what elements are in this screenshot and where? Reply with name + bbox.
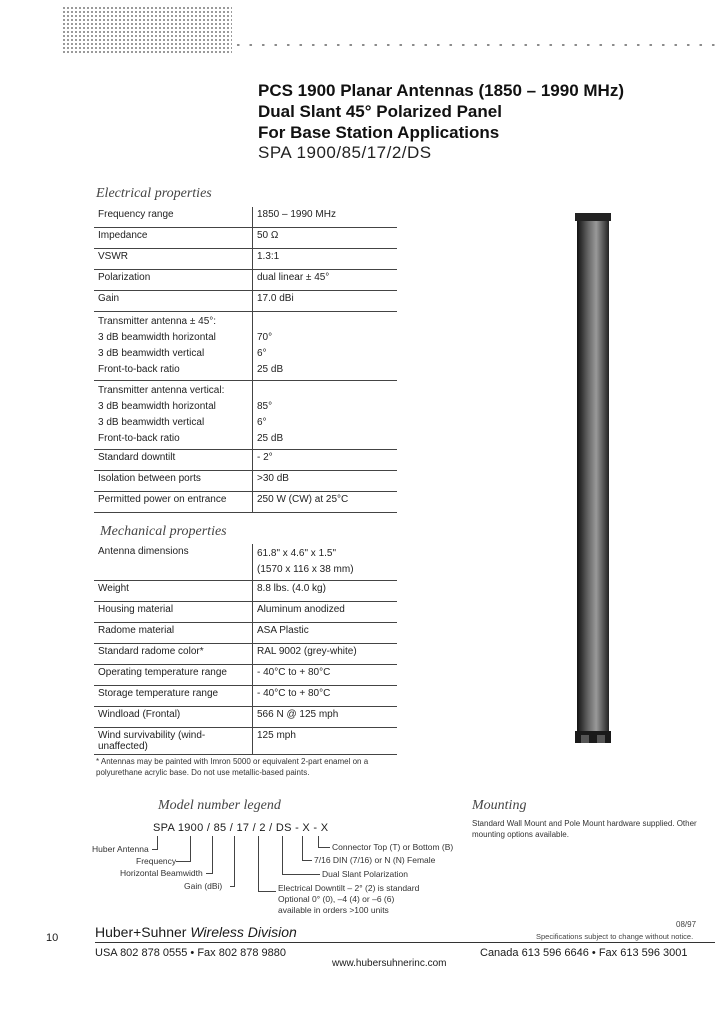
legend-label-beamwidth: Horizontal Beamwidth: [120, 868, 203, 878]
table-row: Polarization dual linear ± 45°: [94, 270, 397, 291]
dotted-rule: [232, 42, 720, 48]
legend-connector-line: [282, 874, 320, 875]
legend-connector-line: [282, 836, 283, 874]
mechanical-table: [94, 544, 397, 755]
legend-label-frequency: Frequency: [136, 856, 177, 866]
table-row: Frequency range 1850 – 1990 MHz: [94, 207, 397, 228]
page-title: [258, 80, 624, 143]
electrical-table: [94, 207, 397, 513]
usa-contact: USA 802 878 0555 • Fax 802 878 9880: [95, 947, 287, 959]
antenna-illustration: [573, 213, 613, 743]
legend-connector-line: [212, 836, 213, 874]
legend-connector-line: [302, 860, 312, 861]
table-row: Isolation between ports >30 dB: [94, 471, 397, 492]
title-line-2: Dual Slant 45° Polarized Panel: [258, 102, 502, 121]
company-name: Huber+Suhner Wireless Division: [95, 924, 297, 940]
table-row: Transmitter antenna vertical: 3 dB beamwidth horizontal 3 dB beamwidth vertical Front-to-back ratio 85° 6° 25 dB: [94, 381, 397, 450]
footer-rule: [95, 942, 715, 943]
spec-change-note: Specifications subject to change without notice.: [536, 932, 694, 941]
model-number: SPA 1900/85/17/2/DS: [258, 143, 432, 162]
paint-footnote: * Antennas may be painted with Imron 5000 or equivalent 2-part enamel on a polyurethane acrylic base. Do not use metallic-based paints.: [96, 757, 369, 777]
website-link[interactable]: www.hubersuhnerinc.com: [332, 958, 447, 969]
legend-connector-line: [230, 886, 235, 887]
table-row: Impedance 50 Ω: [94, 228, 397, 249]
legend-label-connector-position: Connector Top (T) or Bottom (B): [332, 842, 454, 852]
title-line-3: For Base Station Applications: [258, 123, 500, 142]
legend-code: SPA 1900 / 85 / 17 / 2 / DS - X - X: [153, 822, 329, 834]
table-row: VSWR 1.3:1: [94, 249, 397, 270]
legend-downtilt: Electrical Downtilt – 2° (2) is standard Optional 0° (0), –4 (4) or –6 (6) available in orders >100 units: [278, 883, 420, 915]
mounting-heading: Mounting: [472, 798, 527, 813]
table-row: Permitted power on entrance 250 W (CW) at 25°C: [94, 492, 397, 513]
legend-label-antenna: Huber Antenna: [92, 844, 149, 854]
table-row: Storage temperature range - 40°C to + 80°C: [94, 686, 397, 707]
electrical-heading: Electrical properties: [96, 186, 212, 201]
legend-connector-line: [206, 873, 213, 874]
legend-label-gain: Gain (dBi): [184, 881, 223, 891]
date-code: 08/97: [676, 920, 697, 929]
title-line-1: PCS 1900 Planar Antennas (1850 – 1990 MHz): [258, 81, 624, 100]
legend-label-connector-type: 7/16 DIN (7/16) or N (N) Female: [314, 855, 436, 865]
legend-connector-line: [234, 836, 235, 886]
canada-contact: Canada 613 596 6646 • Fax 613 596 3001: [480, 947, 688, 959]
table-row: Standard downtilt - 2°: [94, 450, 397, 471]
legend-connector-line: [152, 849, 158, 850]
legend-label-polarization: Dual Slant Polarization: [322, 869, 408, 879]
legend-connector-line: [190, 836, 191, 861]
table-row: Wind survivability (wind-unaffected) 125 mph: [94, 728, 397, 755]
table-row: Gain 17.0 dBi: [94, 291, 397, 312]
legend-connector-line: [258, 891, 276, 892]
mounting-text: Standard Wall Mount and Pole Mount hardware supplied. Other mounting options available.: [472, 819, 697, 839]
legend-connector-line: [258, 836, 259, 892]
page-number: 10: [46, 932, 59, 944]
mechanical-heading: Mechanical properties: [100, 524, 227, 539]
legend-connector-line: [318, 847, 330, 848]
legend-connector-line: [176, 861, 191, 862]
legend-connector-line: [302, 836, 303, 860]
table-row: Radome material ASA Plastic: [94, 623, 397, 644]
table-row: Housing material Aluminum anodized: [94, 602, 397, 623]
table-row: Weight 8.8 lbs. (4.0 kg): [94, 581, 397, 602]
table-row: Transmitter antenna ± 45°: 3 dB beamwidth horizontal 3 dB beamwidth vertical Front-to-back ratio 70° 6° 25 dB: [94, 312, 397, 381]
table-row: Standard radome color* RAL 9002 (grey-white): [94, 644, 397, 665]
scan-noise: [62, 6, 232, 54]
table-row: Windload (Frontal) 566 N @ 125 mph: [94, 707, 397, 728]
legend-heading: Model number legend: [158, 798, 281, 813]
table-row: Antenna dimensions 61.8" x 4.6" x 1.5" (1570 x 116 x 38 mm): [94, 544, 397, 581]
legend-connector-line: [318, 836, 319, 847]
legend-connector-line: [157, 836, 158, 849]
table-row: Operating temperature range - 40°C to + 80°C: [94, 665, 397, 686]
